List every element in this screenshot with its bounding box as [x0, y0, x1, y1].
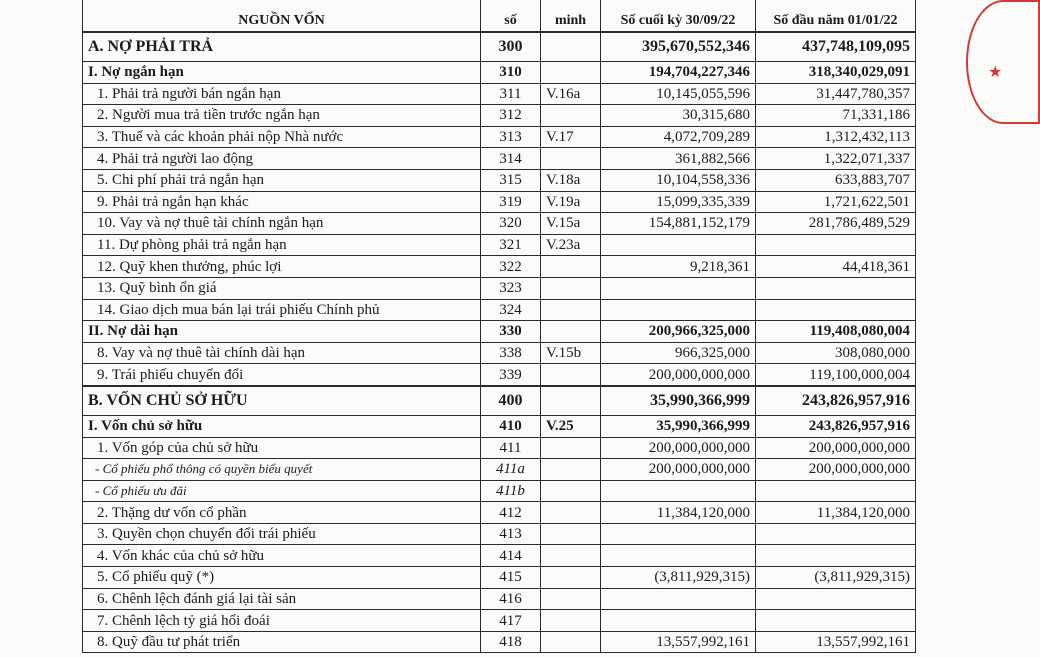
row-code: 400: [481, 386, 541, 416]
row-begin-value: 119,408,080,004: [756, 321, 916, 343]
table-row: [83, 256, 916, 278]
row-name: 1. Phải trả người bán ngắn hạn: [83, 83, 481, 105]
row-code: 330: [481, 321, 541, 343]
row-code: 338: [481, 342, 541, 364]
row-note: [541, 588, 601, 610]
row-begin-value: 200,000,000,000: [756, 437, 916, 459]
row-note: [541, 545, 601, 567]
row-code: 324: [481, 299, 541, 321]
row-begin-value: 281,786,489,529: [756, 213, 916, 235]
row-name: 12. Quỹ khen thưởng, phúc lợi: [83, 256, 481, 278]
row-code: 411: [481, 437, 541, 459]
row-end-value: 15,099,335,339: [601, 191, 756, 213]
row-name: 6. Chênh lệch đánh giá lại tài sản: [83, 588, 481, 610]
row-code: 413: [481, 523, 541, 545]
row-code: 415: [481, 567, 541, 589]
row-end-value: [601, 480, 756, 502]
row-note: V.23a: [541, 234, 601, 256]
row-end-value: 35,990,366,999: [601, 415, 756, 437]
table-row: [83, 437, 916, 459]
table-row: [83, 459, 916, 481]
row-note: [541, 256, 601, 278]
row-code: 319: [481, 191, 541, 213]
row-end-value: [601, 610, 756, 632]
row-begin-value: 318,340,029,091: [756, 62, 916, 84]
row-note: V.15b: [541, 342, 601, 364]
row-begin-value: [756, 523, 916, 545]
row-code: 312: [481, 105, 541, 127]
row-begin-value: 44,418,361: [756, 256, 916, 278]
balance-sheet-table: [82, 0, 916, 653]
row-name: 11. Dự phòng phải trả ngắn hạn: [83, 234, 481, 256]
row-note: [541, 480, 601, 502]
row-begin-value: 11,384,120,000: [756, 502, 916, 524]
row-end-value: 11,384,120,000: [601, 502, 756, 524]
row-begin-value: 200,000,000,000: [756, 459, 916, 481]
row-note: V.17: [541, 126, 601, 148]
row-end-value: 10,145,055,596: [601, 83, 756, 105]
row-note: [541, 277, 601, 299]
row-name: 7. Chênh lệch tỷ giá hối đoái: [83, 610, 481, 632]
row-code: 300: [481, 32, 541, 62]
row-begin-value: [756, 277, 916, 299]
row-begin-value: 119,100,000,004: [756, 364, 916, 386]
row-code: 314: [481, 148, 541, 170]
row-code: 416: [481, 588, 541, 610]
header-name: NGUỒN VỐN: [83, 0, 481, 32]
table-row: [83, 213, 916, 235]
row-name: 5. Chi phí phải trả ngắn hạn: [83, 169, 481, 191]
table-row: [83, 299, 916, 321]
row-note: [541, 321, 601, 343]
row-end-value: [601, 523, 756, 545]
row-note: [541, 610, 601, 632]
row-name: 14. Giao dịch mua bán lại trái phiếu Chính phủ: [83, 299, 481, 321]
row-name: 5. Cổ phiếu quỹ (*): [83, 567, 481, 589]
row-name: I. Vốn chủ sở hữu: [83, 415, 481, 437]
row-begin-value: 308,080,000: [756, 342, 916, 364]
row-code: 411b: [481, 480, 541, 502]
row-end-value: 30,315,680: [601, 105, 756, 127]
row-note: V.15a: [541, 213, 601, 235]
table-row: [83, 234, 916, 256]
row-end-value: [601, 299, 756, 321]
row-end-value: 13,557,992,161: [601, 631, 756, 653]
row-code: 410: [481, 415, 541, 437]
row-code: 417: [481, 610, 541, 632]
row-note: [541, 62, 601, 84]
table-row: [83, 126, 916, 148]
row-name: - Cổ phiếu phổ thông có quyền biểu quyết: [83, 459, 481, 481]
row-begin-value: 1,322,071,337: [756, 148, 916, 170]
row-note: [541, 299, 601, 321]
row-name: 2. Người mua trả tiền trước ngắn hạn: [83, 105, 481, 127]
row-end-value: 35,990,366,999: [601, 386, 756, 416]
row-end-value: 200,000,000,000: [601, 437, 756, 459]
row-begin-value: 243,826,957,916: [756, 415, 916, 437]
row-note: [541, 437, 601, 459]
row-code: 322: [481, 256, 541, 278]
header-note: minh: [541, 0, 601, 32]
header-end-period: Số cuối kỳ 30/09/22: [601, 0, 756, 32]
row-begin-value: 437,748,109,095: [756, 32, 916, 62]
table-row: [83, 523, 916, 545]
row-begin-value: 71,331,186: [756, 105, 916, 127]
row-name: 8. Vay và nợ thuê tài chính dài hạn: [83, 342, 481, 364]
table-row: [83, 105, 916, 127]
row-code: 412: [481, 502, 541, 524]
row-code: 311: [481, 83, 541, 105]
table-row: [83, 567, 916, 589]
table-header-row: [83, 0, 916, 32]
row-note: V.19a: [541, 191, 601, 213]
row-note: [541, 567, 601, 589]
row-end-value: 200,000,000,000: [601, 459, 756, 481]
row-begin-value: 31,447,780,357: [756, 83, 916, 105]
row-note: V.16a: [541, 83, 601, 105]
row-end-value: [601, 234, 756, 256]
row-code: 310: [481, 62, 541, 84]
row-begin-value: [756, 545, 916, 567]
row-code: 411a: [481, 459, 541, 481]
row-name: 13. Quỹ bình ổn giá: [83, 277, 481, 299]
row-name: I. Nợ ngắn hạn: [83, 62, 481, 84]
row-end-value: 200,000,000,000: [601, 364, 756, 386]
table-row: [83, 191, 916, 213]
table-row: [83, 277, 916, 299]
row-code: 323: [481, 277, 541, 299]
row-begin-value: 1,721,622,501: [756, 191, 916, 213]
row-name: 4. Phải trả người lao động: [83, 148, 481, 170]
row-note: [541, 148, 601, 170]
row-name: 9. Phải trả ngắn hạn khác: [83, 191, 481, 213]
row-note: [541, 386, 601, 416]
row-note: [541, 364, 601, 386]
row-name: 3. Quyền chọn chuyển đổi trái phiếu: [83, 523, 481, 545]
row-name: A. NỢ PHẢI TRẢ: [83, 32, 481, 62]
row-name: B. VỐN CHỦ SỞ HỮU: [83, 386, 481, 416]
table-row: [83, 148, 916, 170]
table-row: [83, 588, 916, 610]
row-code: 315: [481, 169, 541, 191]
row-note: [541, 105, 601, 127]
row-begin-value: [756, 480, 916, 502]
table-row: [83, 62, 916, 84]
table-row: [83, 342, 916, 364]
row-name: - Cổ phiếu ưu đãi: [83, 480, 481, 502]
header-begin-year: Số đầu năm 01/01/22: [756, 0, 916, 32]
table-row: [83, 415, 916, 437]
row-begin-value: [756, 610, 916, 632]
row-end-value: 361,882,566: [601, 148, 756, 170]
row-name: 3. Thuế và các khoản phải nộp Nhà nước: [83, 126, 481, 148]
row-code: 320: [481, 213, 541, 235]
row-end-value: [601, 545, 756, 567]
table-row: [83, 321, 916, 343]
row-end-value: 4,072,709,289: [601, 126, 756, 148]
row-begin-value: 13,557,992,161: [756, 631, 916, 653]
row-note: [541, 523, 601, 545]
row-end-value: 194,704,227,346: [601, 62, 756, 84]
row-begin-value: [756, 588, 916, 610]
row-end-value: 9,218,361: [601, 256, 756, 278]
row-end-value: [601, 588, 756, 610]
table-row: [83, 545, 916, 567]
row-name: II. Nợ dài hạn: [83, 321, 481, 343]
row-begin-value: 633,883,707: [756, 169, 916, 191]
row-end-value: [601, 277, 756, 299]
row-name: 10. Vay và nợ thuê tài chính ngắn hạn: [83, 213, 481, 235]
row-end-value: 395,670,552,346: [601, 32, 756, 62]
company-stamp: ★: [966, 0, 1040, 124]
table-row: [83, 32, 916, 62]
table-row: [83, 386, 916, 416]
row-begin-value: [756, 299, 916, 321]
row-end-value: 10,104,558,336: [601, 169, 756, 191]
header-code: số: [481, 0, 541, 32]
table-row: [83, 610, 916, 632]
row-begin-value: (3,811,929,315): [756, 567, 916, 589]
row-begin-value: 243,826,957,916: [756, 386, 916, 416]
row-note: V.25: [541, 415, 601, 437]
row-note: [541, 32, 601, 62]
table-row: [83, 169, 916, 191]
table-row: [83, 480, 916, 502]
row-note: [541, 459, 601, 481]
row-end-value: 154,881,152,179: [601, 213, 756, 235]
row-name: 2. Thặng dư vốn cổ phần: [83, 502, 481, 524]
row-name: 4. Vốn khác của chủ sở hữu: [83, 545, 481, 567]
row-code: 321: [481, 234, 541, 256]
row-note: [541, 631, 601, 653]
row-end-value: 200,966,325,000: [601, 321, 756, 343]
row-code: 313: [481, 126, 541, 148]
table-row: [83, 502, 916, 524]
row-note: [541, 502, 601, 524]
row-code: 339: [481, 364, 541, 386]
row-begin-value: [756, 234, 916, 256]
table-row: [83, 631, 916, 653]
table-row: [83, 364, 916, 386]
row-name: 8. Quỹ đầu tư phát triển: [83, 631, 481, 653]
row-code: 414: [481, 545, 541, 567]
row-name: 9. Trái phiếu chuyển đổi: [83, 364, 481, 386]
row-end-value: (3,811,929,315): [601, 567, 756, 589]
row-begin-value: 1,312,432,113: [756, 126, 916, 148]
row-code: 418: [481, 631, 541, 653]
row-name: 1. Vốn góp của chủ sở hữu: [83, 437, 481, 459]
table-row: [83, 83, 916, 105]
row-end-value: 966,325,000: [601, 342, 756, 364]
row-note: V.18a: [541, 169, 601, 191]
